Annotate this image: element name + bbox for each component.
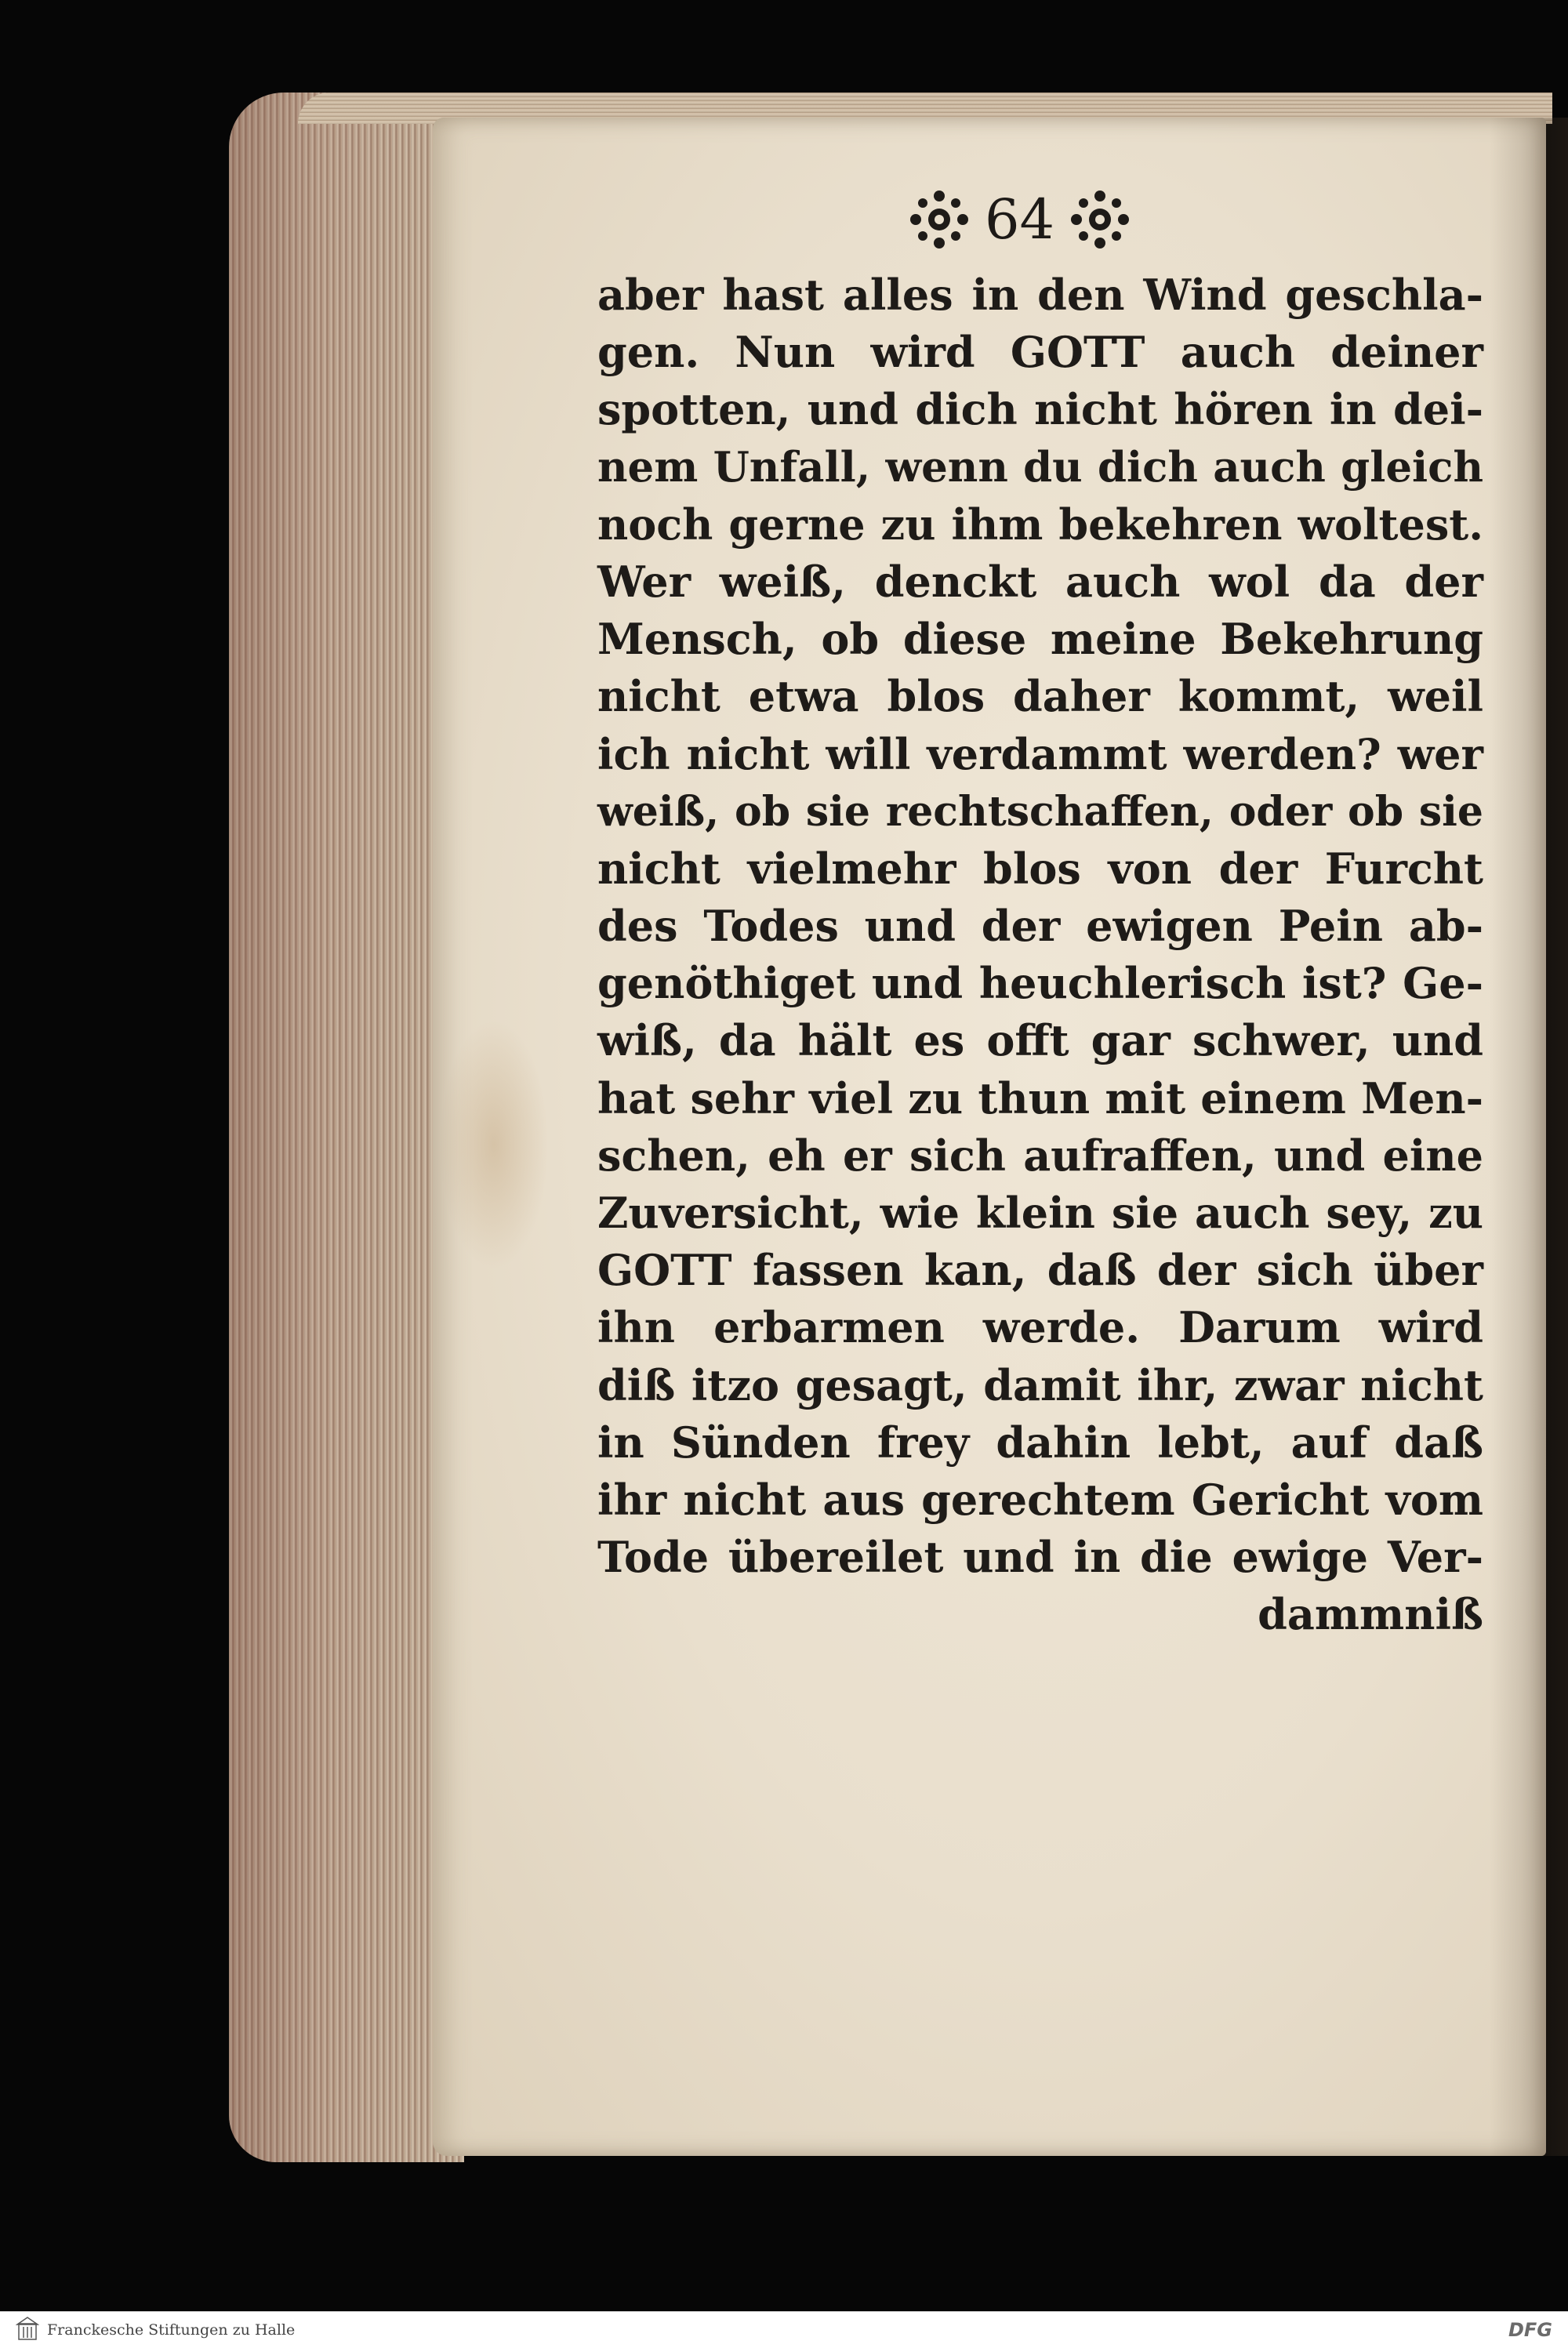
text-line: in Sünden frey dahin lebt, auf daß: [597, 1417, 1483, 1468]
text-line: genöthiget und heuchlerisch ist? Ge-: [597, 958, 1483, 1009]
catchword: dammniß: [1258, 1589, 1483, 1640]
text-line: aber hast alles in den Wind geschla-: [597, 270, 1483, 320]
page-header: [909, 184, 1130, 255]
page-stain: [439, 1019, 549, 1270]
text-line: Wer weiß, denckt auch wol da der: [597, 556, 1483, 607]
text-line: weiß, ob sie rechtschaffen, oder ob sie: [597, 787, 1483, 836]
body-text: [597, 267, 1483, 1644]
text-line: diß itzo gesagt, damit ihr, zwar nicht: [597, 1359, 1483, 1410]
gutter-shadow: [1490, 118, 1568, 2156]
text-line: schen, eh er sich aufraffen, und eine: [597, 1130, 1483, 1181]
viewer-footer: [0, 2311, 1568, 2348]
page-number: 64: [985, 187, 1055, 252]
text-line: Tode übereilet und in die ewige Ver-: [597, 1532, 1483, 1583]
text-line: wiß, da hält es offt gar schwer, und: [597, 1015, 1483, 1066]
flower-ornament-icon: [909, 190, 969, 249]
text-line: ihn erbarmen werde. Darum wird: [597, 1302, 1483, 1353]
dfg-logo: DFG: [1508, 2319, 1552, 2341]
text-line: hat sehr viel zu thun mit einem Men-: [597, 1072, 1483, 1123]
text-line: des Todes und der ewigen Pein ab-: [597, 901, 1483, 952]
flower-ornament-icon: [1070, 190, 1130, 249]
text-line: nicht vielmehr blos von der Furcht: [597, 843, 1483, 894]
text-line: Zuversicht, wie klein sie auch sey, zu: [597, 1188, 1483, 1238]
institution-logo-icon: [16, 2316, 39, 2344]
page-edges-shading: [229, 93, 464, 2162]
text-line: ich nicht will verdammt werden? wer: [597, 728, 1483, 779]
text-line: gen. Nun wird GOTT auch deiner: [597, 327, 1483, 378]
text-line: ihr nicht aus gerechtem Gericht vom: [597, 1474, 1483, 1525]
text-line: nicht etwa blos daher kommt, weil: [597, 671, 1483, 722]
text-line: Mensch, ob diese meine Bekehrung: [597, 614, 1483, 665]
text-line: nem Unfall, wenn du dich auch gleich: [597, 442, 1483, 492]
institution-name: Franckesche Stiftungen zu Halle: [47, 2321, 296, 2339]
text-line: spotten, und dich nicht hören in dei-: [597, 384, 1483, 435]
text-line: GOTT fassen kan, daß der sich über: [597, 1245, 1483, 1296]
text-line: noch gerne zu ihm bekehren woltest.: [597, 499, 1483, 550]
